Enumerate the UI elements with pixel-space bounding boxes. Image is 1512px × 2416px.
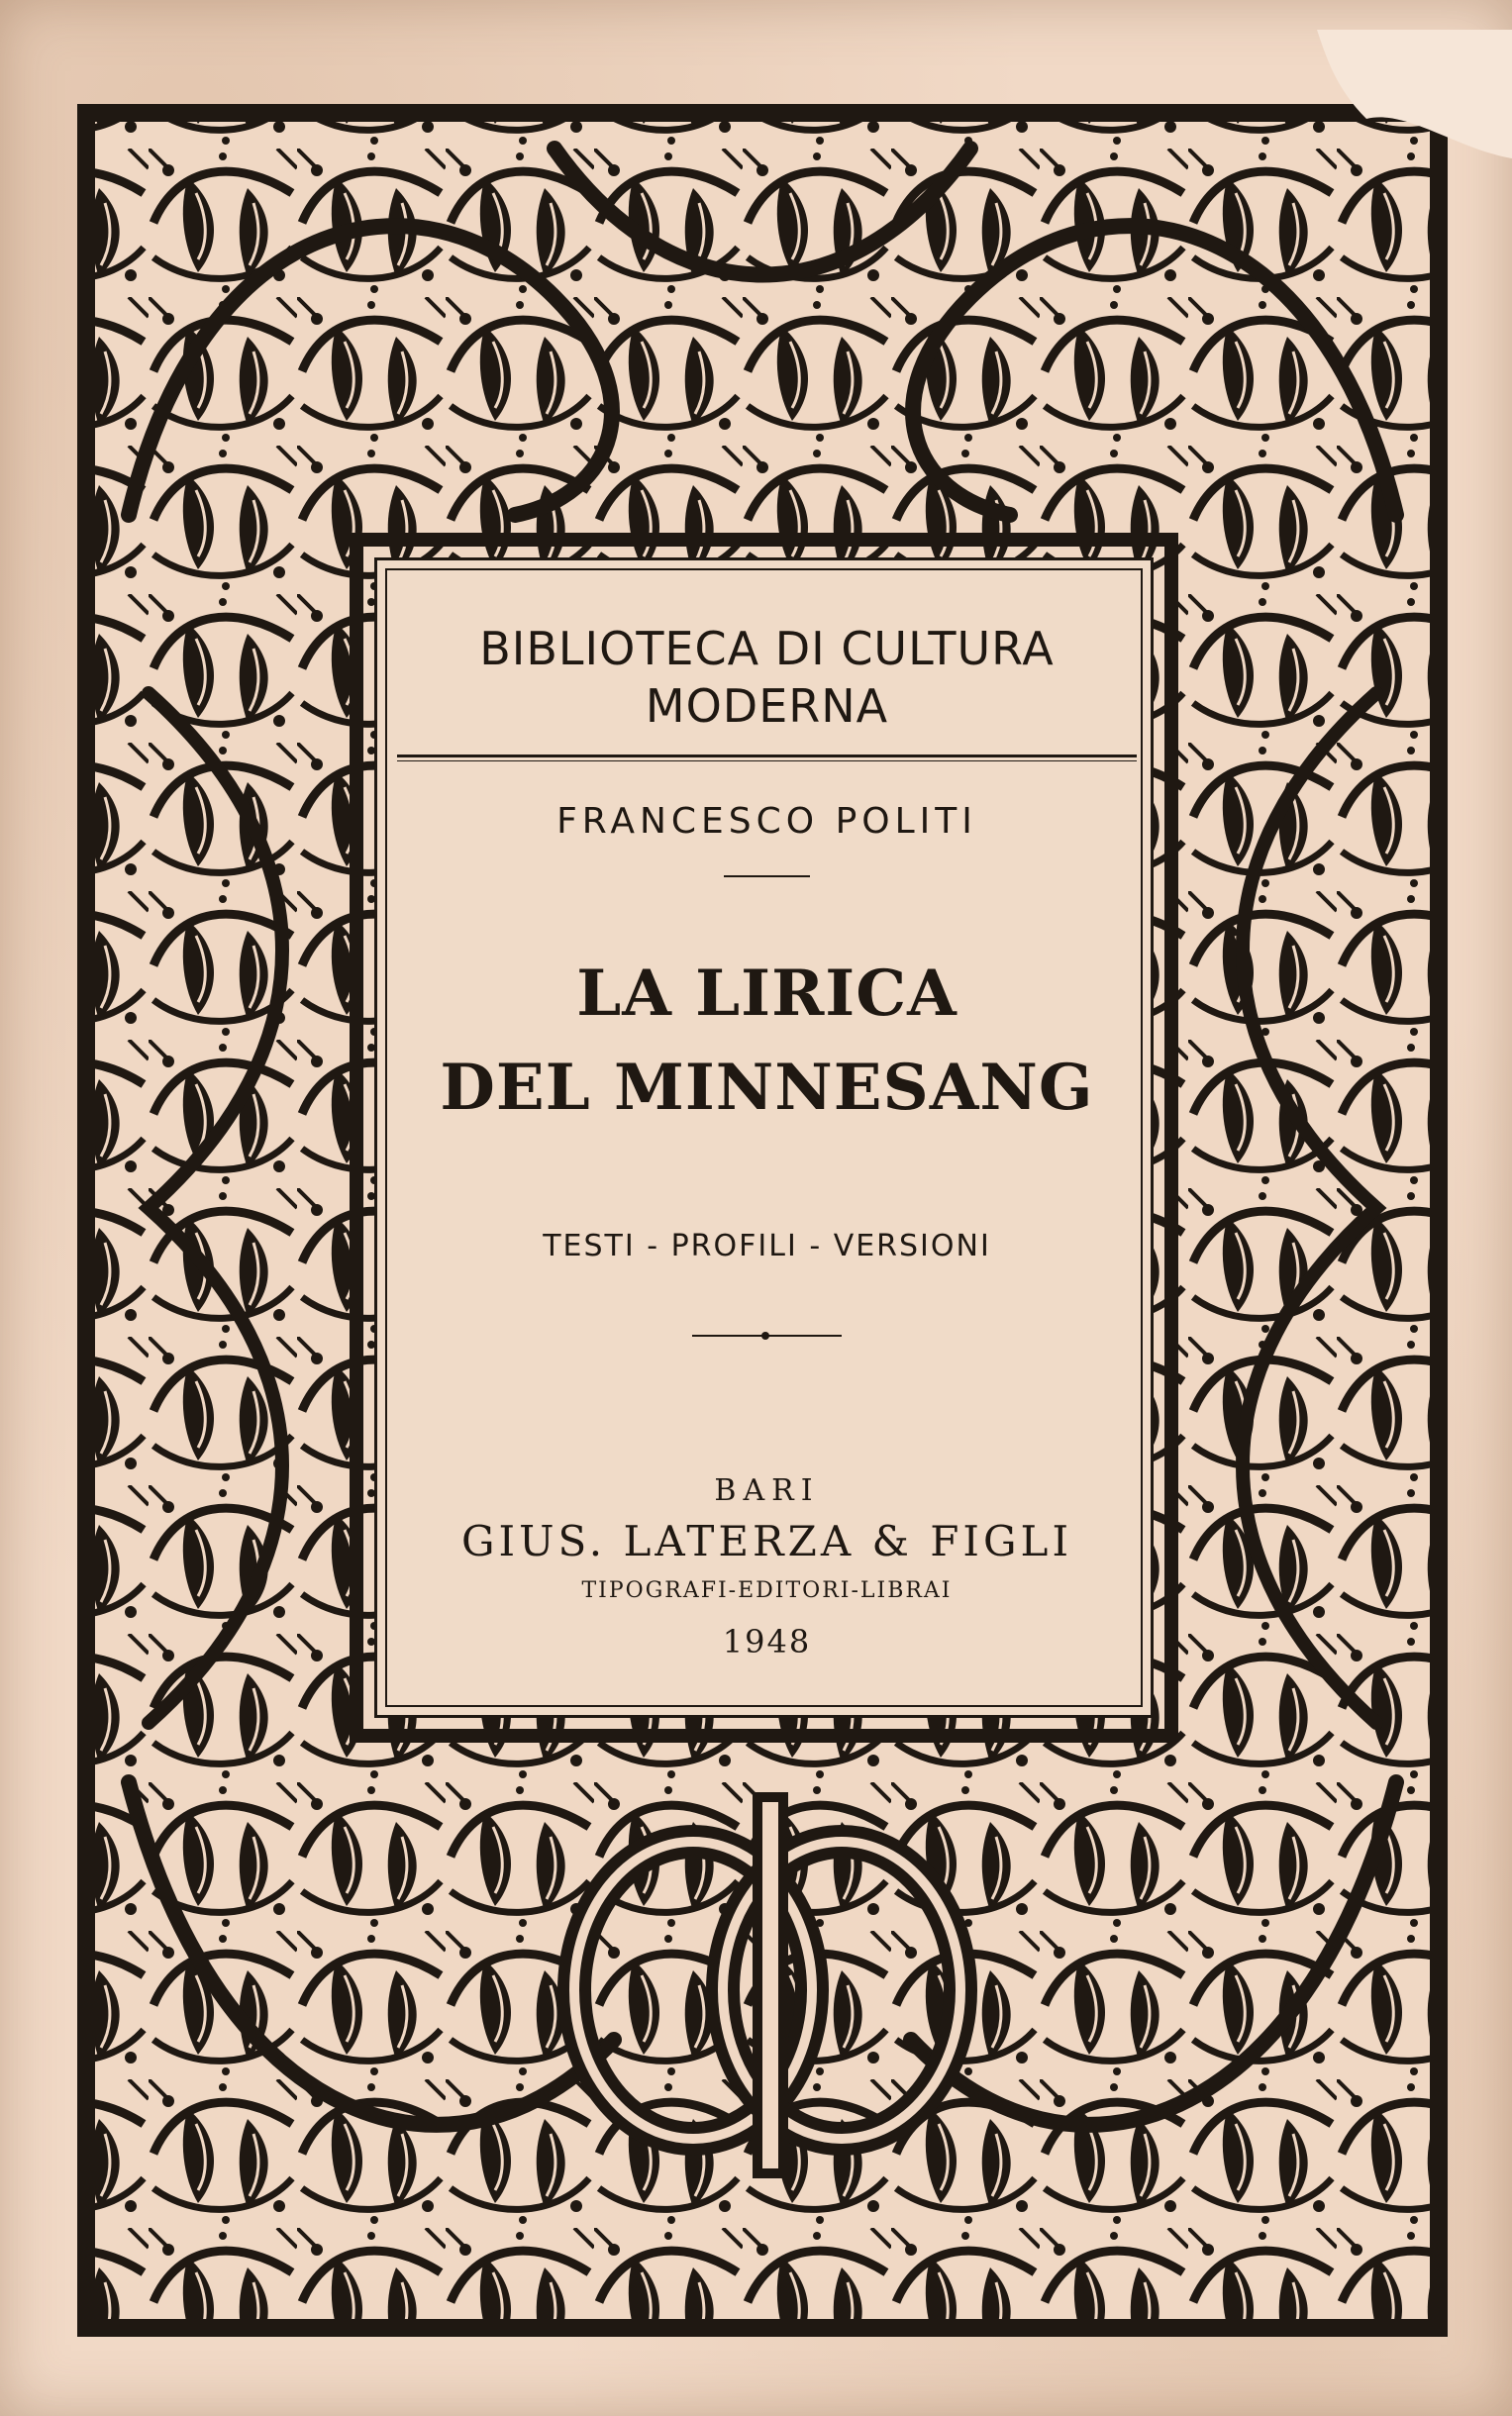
divider-rule-thin [397,760,1137,761]
subtitle: TESTI - PROFILI - VERSIONI [543,1229,991,1263]
series-title-line1: BIBLIOTECA DI CULTURA [479,622,1055,675]
title-panel [374,557,1154,1718]
book-title-line1: LA LIRICA [576,956,958,1031]
publication-city: BARI [714,1473,820,1508]
author-name: FRANCESCO POLITI [556,801,977,842]
book-title-line2: DEL MINNESANG [440,1051,1094,1125]
publisher-role: TIPOGRAFI-EDITORI-LIBRAI [581,1578,953,1603]
series-title-line2: MODERNA [645,679,889,733]
short-rule [724,875,810,877]
divider-rule [397,755,1137,757]
publisher-name: GIUS. LATERZA & FIGLI [460,1517,1073,1565]
ornamental-rule-dot [761,1332,769,1340]
publication-year: 1948 [722,1623,812,1661]
